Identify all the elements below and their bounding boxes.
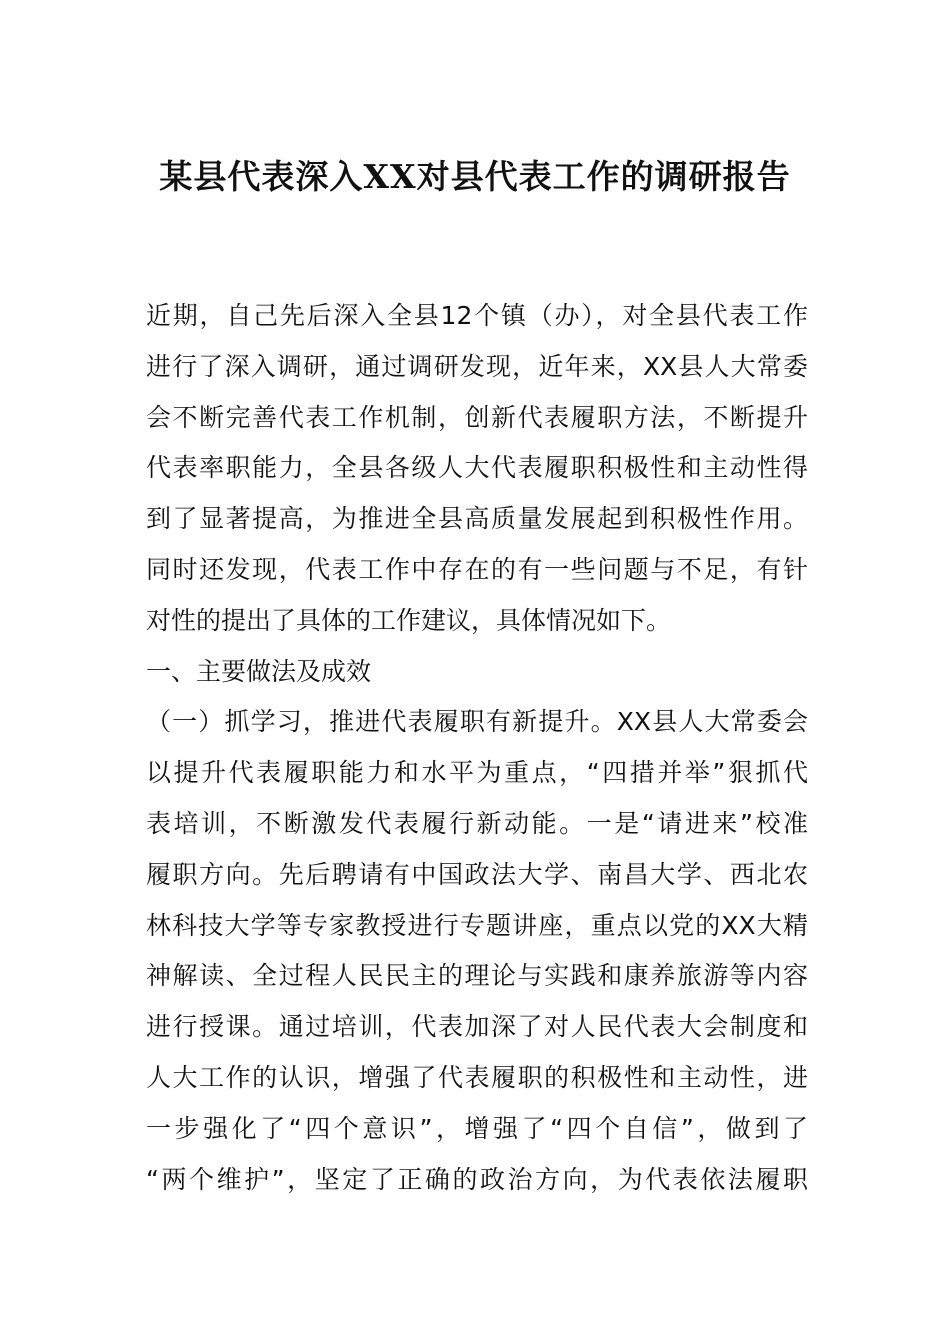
- paragraph-line: 对性的提出了具体的工作建议，具体情况如下。: [146, 605, 672, 635]
- paragraph-line: 进行了深入调研，通过调研发现，近年来，XX县人大常委: [146, 351, 808, 381]
- section-heading: 一、主要做法及成效: [146, 656, 372, 686]
- paragraph-line: 进行授课。通过培训，代表加深了对人民代表大会制度和: [146, 1012, 808, 1042]
- paragraph-line: 神解读、全过程人民民主的理论与实践和康养旅游等内容: [146, 961, 808, 991]
- document-body: [146, 291, 808, 1205]
- paragraph-line: 同时还发现，代表工作中存在的有一些问题与不足，有针: [146, 554, 808, 584]
- paragraph-line: 近期，自己先后深入全县12个镇（办），对全县代表工作: [146, 301, 808, 330]
- paragraph-line: 会不断完善代表工作机制，创新代表履职方法，不断提升: [146, 402, 808, 432]
- paragraph-line: 表培训，不断激发代表履行新动能。一是“请进来”校准: [146, 808, 808, 838]
- paragraph-line: 人大工作的认识，增强了代表履职的积极性和主动性，进: [146, 1062, 808, 1092]
- paragraph-line: “两个维护”，坚定了正确的政治方向，为代表依法履职: [146, 1164, 808, 1194]
- paragraph-line: 林科技大学等专家教授进行专题讲座，重点以党的XX大精: [146, 910, 808, 940]
- paragraph-line: 一步强化了“四个意识”，增强了“四个自信”，做到了: [146, 1113, 808, 1143]
- paragraph-line: 以提升代表履职能力和水平为重点，“四措并举”狠抓代: [146, 758, 808, 788]
- paragraph-line: 代表率职能力，全县各级人大代表履职积极性和主动性得: [146, 453, 808, 483]
- paragraph-line: （一）抓学习，推进代表履职有新提升。XX县人大常委会: [146, 707, 808, 737]
- paragraph-line: 到了显著提高，为推进全县高质量发展起到积极性作用。: [146, 504, 808, 534]
- paragraph-line: 履职方向。先后聘请有中国政法大学、南昌大学、西北农: [146, 859, 808, 889]
- document-title: 某县代表深入XX对县代表工作的调研报告: [159, 157, 791, 196]
